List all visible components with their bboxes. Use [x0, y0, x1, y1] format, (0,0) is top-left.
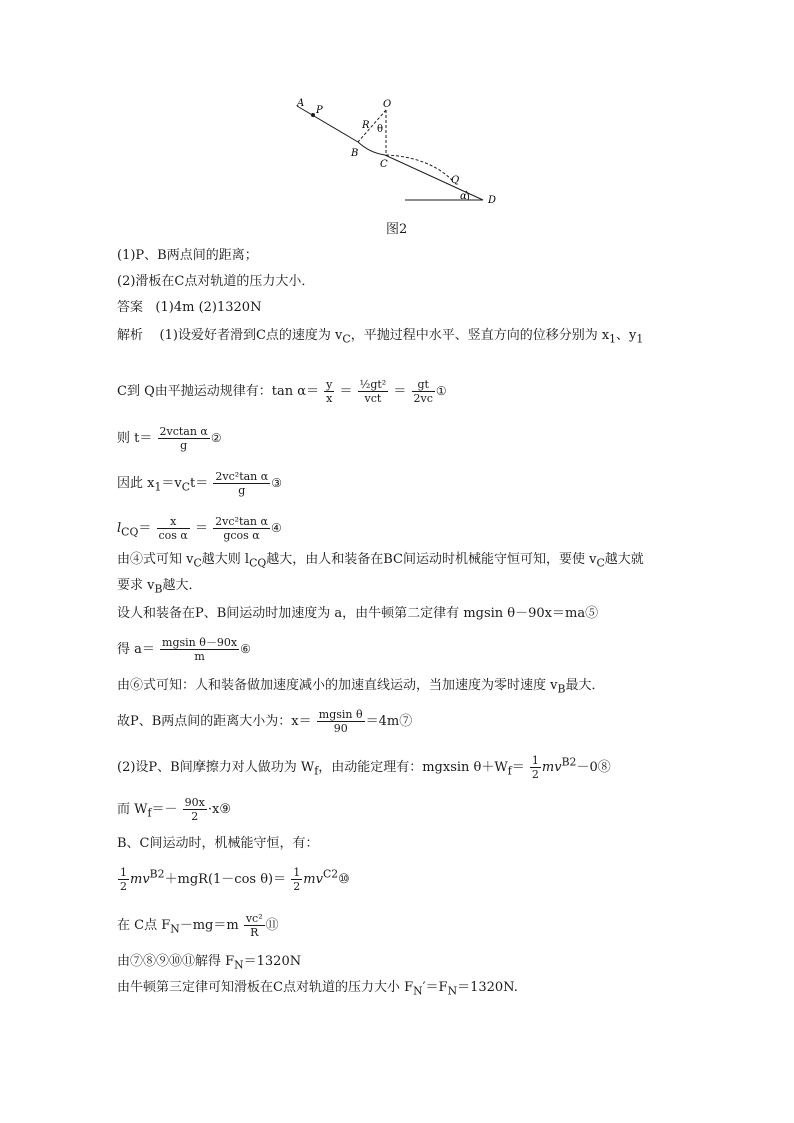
fraction: $\frac{y}{x}$ [326, 378, 333, 405]
label-C: C [380, 159, 388, 170]
sub: N [447, 984, 458, 998]
analysis-text: C到 Q由平抛运动规律有：tan α＝ [117, 384, 319, 399]
analysis-text: mv [130, 872, 150, 887]
sub: CQ [249, 556, 267, 570]
fraction: $\frac{1}{2}$ [120, 866, 127, 893]
analysis-text: 要求 v [117, 578, 155, 593]
label-P: P [316, 105, 323, 116]
analysis-text: ，由动能定理有：mgxsin θ＋W [318, 760, 508, 775]
analysis-text: 越大就 [604, 552, 644, 567]
fraction: $\frac{\text{vc²}}{R}$ [245, 912, 263, 939]
analysis-line-17 [117, 954, 301, 974]
analysis-line-10 [117, 678, 604, 698]
analysis-text: mv [541, 760, 562, 775]
sub: 1 [154, 480, 162, 494]
marker-4: ④ [270, 521, 282, 535]
analysis-text: 越大． [162, 578, 202, 593]
analysis-text: 由⑥式可知：人和装备做加速度减小的加速直线运动，当加速度为零时速度 v [117, 678, 558, 693]
marker-1: ① [435, 384, 447, 398]
analysis-text: mv [303, 872, 323, 887]
sub: C [181, 480, 191, 494]
label-Q: Q [451, 175, 460, 186]
sup: B2 [561, 755, 577, 769]
analysis-line-1 [117, 328, 643, 348]
answer-value: (1)4m (2)1320N [155, 300, 262, 315]
eq-sign: ＝ [511, 760, 525, 775]
sub: B [154, 582, 163, 596]
analysis-text: (1)设爱好者滑到C点的速度为 v [159, 328, 343, 343]
analysis-line-2 [117, 378, 447, 405]
analysis-text: ＋mgR(1－cos θ)＝ [164, 872, 287, 887]
sup: B2 [149, 867, 165, 881]
fraction: $\frac{\text{2vc²tan α}}{\text{gcos α}}$ [215, 515, 268, 542]
fraction: $\frac{90x}{2}$ [184, 796, 205, 823]
fraction: $\frac{x}{\text{cos α}}$ [158, 515, 188, 542]
answer-label: 答案 [117, 300, 144, 315]
sub: N [234, 958, 244, 972]
sub: B [557, 682, 566, 696]
analysis-text: ＝1320N [243, 954, 302, 969]
marker-6: ⑥ [240, 642, 251, 656]
analysis-line-15 [117, 866, 350, 893]
analysis-text: ⑩ [338, 872, 350, 887]
fraction: $\frac{\text{½gt²}}{\text{vct}}$ [359, 378, 387, 405]
sub: f [314, 764, 319, 778]
analysis-text: 得 a＝ [117, 642, 155, 657]
analysis-text: 而 W [117, 802, 148, 817]
sub: N [170, 922, 180, 936]
analysis-text: 、y [616, 328, 637, 343]
sub: CQ [121, 525, 139, 539]
fraction: $\frac{gt}{2vc}$ [413, 378, 433, 405]
sub: 1 [609, 332, 617, 346]
label-B: B [351, 148, 359, 159]
sub: C [193, 556, 202, 570]
eq-sign: ＝ [195, 476, 209, 491]
eq-sign: ＝ [339, 384, 353, 399]
figure-caption: 图2 [386, 222, 408, 237]
fraction: $\frac{1}{2}$ [293, 866, 301, 893]
analysis-text: 则 t＝ [117, 431, 153, 446]
analysis-text: ·x⑨ [207, 802, 231, 817]
analysis-line-4 [117, 470, 282, 497]
label-D: D [488, 195, 497, 206]
label-theta: θ [377, 124, 384, 135]
eq-sign: ＝ [393, 384, 407, 399]
analysis-text: 因此 x [117, 476, 155, 491]
label-A: A [297, 98, 305, 109]
fraction: $\frac{\text{mgsin θ－90x}}{m}$ [162, 636, 238, 663]
sub: N [413, 984, 423, 998]
analysis-text: 越大则 l [201, 552, 250, 567]
analysis-text: 由⑦⑧⑨⑩⑪解得 F [117, 954, 235, 969]
analysis-text: 由牛顿第三定律可知滑板在C点对轨道的压力大小 F [117, 980, 414, 995]
analysis-text: ，平抛过程中水平、竖直方向的位移分别为 x [350, 328, 610, 343]
analysis-text: 最大． [565, 678, 605, 693]
sub: f [147, 806, 152, 820]
fraction: $\frac{\text{mgsin θ}}{90}$ [318, 708, 363, 735]
analysis-text: 故P、B两点间的距离大小为：x＝ [117, 714, 312, 729]
analysis-line-6 [117, 552, 644, 572]
analysis-line-18 [117, 980, 518, 1000]
marker-2: ② [210, 431, 222, 445]
analysis-text: l [117, 521, 122, 536]
analysis-text: －0⑧ [576, 760, 611, 775]
fraction: $\frac{1}{2}$ [531, 754, 539, 781]
analysis-text: ＝1320N. [457, 980, 518, 995]
question-1: (1)P、B两点间的距离； [117, 248, 258, 263]
analysis-text: －mg＝m [179, 918, 239, 933]
sub: C [342, 332, 351, 346]
eq-sign: ＝ [195, 521, 209, 536]
analysis-text: ⑪ [265, 918, 279, 933]
analysis-line-9 [117, 636, 251, 663]
analysis-line-12 [117, 754, 611, 781]
label-O: O [383, 99, 392, 110]
analysis-text: (2)设P、B间摩擦力对人做功为 W [117, 760, 315, 775]
answer-line [117, 300, 261, 316]
analysis-text: ′＝F [422, 980, 448, 995]
analysis-label: 解析 [117, 328, 144, 343]
analysis-text: ＝v [161, 476, 182, 491]
sub: 1 [636, 332, 644, 346]
sup: C2 [322, 867, 339, 881]
analysis-text: 在 C点 F [117, 918, 171, 933]
sub: C [596, 556, 605, 570]
label-alpha: α [460, 191, 467, 202]
analysis-line-14: B、C间运动时，机械能守恒，有： [117, 836, 319, 851]
analysis-line-8: 设人和装备在P、B间运动时加速度为 a，由牛顿第二定律有 mgsin θ－90x＝ma⑤ [117, 606, 599, 621]
analysis-line-7 [117, 578, 201, 598]
analysis-line-16 [117, 912, 279, 939]
analysis-text: ＝－ [151, 802, 178, 817]
eq-sign: ＝ [138, 521, 152, 536]
question-2: (2)滑板在C点对轨道的压力大小． [117, 274, 315, 289]
label-R: R [362, 120, 370, 131]
analysis-text: 由④式可知 v [117, 552, 194, 567]
analysis-line-11 [117, 708, 412, 735]
analysis-text: ＝4m⑦ [365, 714, 413, 729]
analysis-text: 越大，由人和装备在BC间运动时机械能守恒可知，要使 v [266, 552, 597, 567]
analysis-line-13 [117, 796, 231, 823]
analysis-line-3 [117, 425, 222, 452]
sub: f [507, 764, 512, 778]
analysis-text: t [190, 476, 196, 491]
fraction: $\frac{\text{2vc²tan α}}{g}$ [215, 470, 269, 497]
marker-3: ③ [271, 476, 282, 490]
fraction: $\frac{\text{2vctan α}}{g}$ [159, 425, 208, 452]
analysis-line-5 [117, 515, 282, 542]
